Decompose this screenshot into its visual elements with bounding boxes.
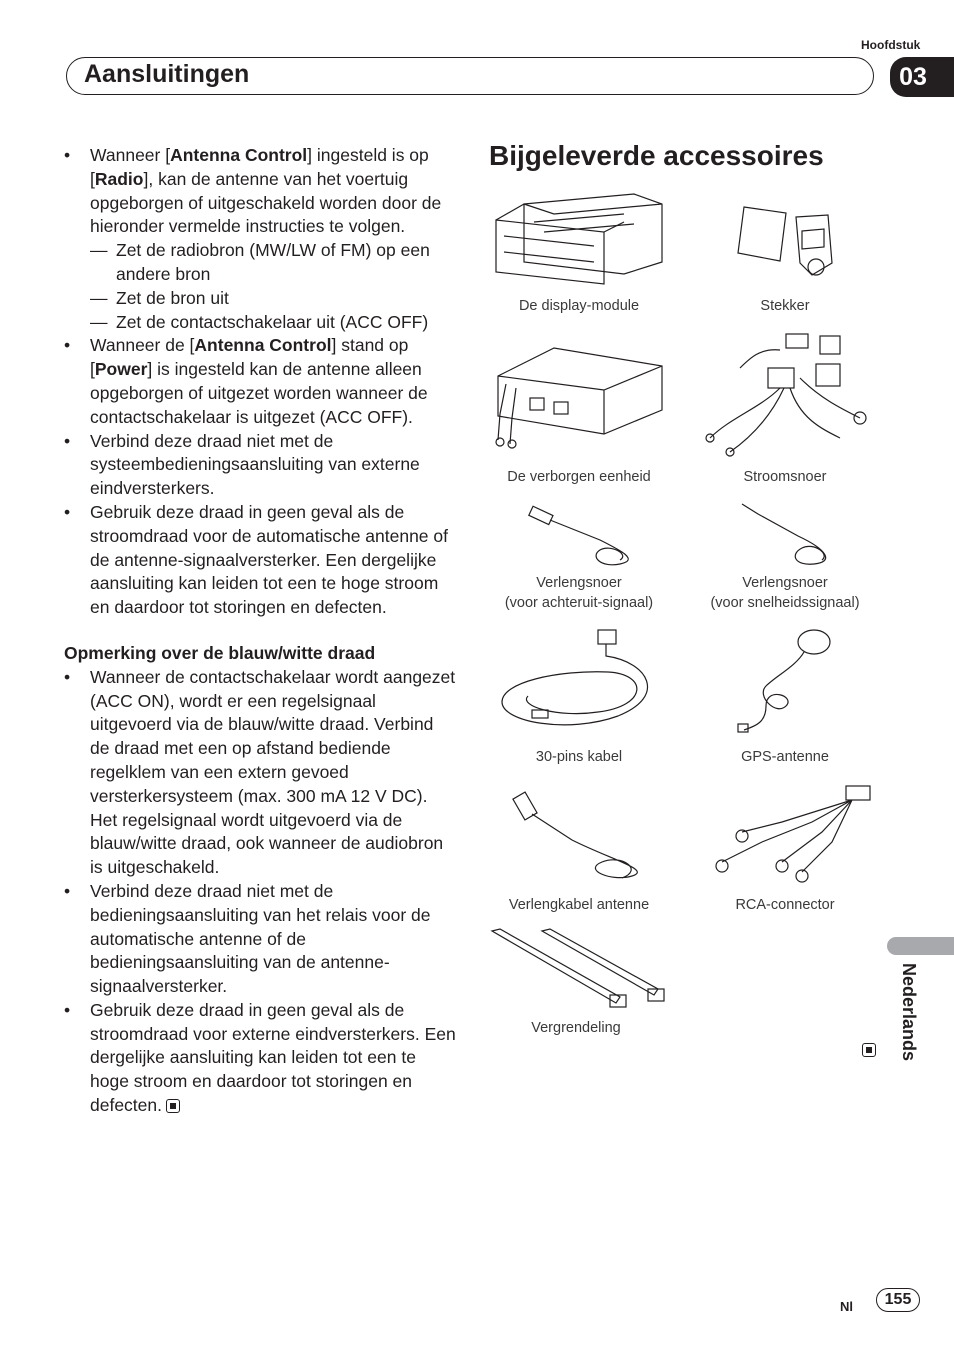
bullet-system-control: • Verbind deze draad niet met de systeembedieningsaansluiting van externe eindversterkers. (64, 430, 456, 501)
rca-connector-illustration (702, 782, 872, 886)
note-bullet-relay: • Verbind deze draad niet met de bedieningsaansluiting van het relais voor de automatische antenne of de bedieningsaansluiting van de antenne-signaalversterker. (64, 880, 456, 999)
caption-ext-speed-2: (voor snelheidssignaal) (710, 595, 860, 611)
language-code: Nl (840, 1299, 853, 1314)
text: Wanneer [ (90, 145, 171, 165)
power-term: Power (94, 359, 148, 380)
caption-gps-antenna: GPS-antenne (741, 749, 829, 765)
text: ], kan de antenne van het voertuig opgeborgen of uitgeschakeld worden door de hieronder vermelde instructies te volgen. (90, 168, 442, 237)
caption-rca-connector: RCA-connector (735, 897, 835, 913)
extension-cord-speed-illustration (738, 500, 832, 568)
chapter-label: Hoofdstuk (861, 38, 921, 52)
caption-ext-speed-1: Verlengsnoer (742, 575, 828, 591)
extension-cord-rear-illustration (520, 500, 640, 568)
hidden-unit-illustration (494, 344, 666, 448)
caption-display-module: De display-module (518, 298, 640, 314)
text: Gebruik deze draad in geen geval als de stroomdraad voor externe eindversterkers. Een dergelijke aansluiting kan leiden tot een te hoge stroom en daardoor tot storingen en defecten. (90, 999, 456, 1116)
display-module-illustration (494, 192, 664, 292)
text: ] stand op [ (90, 335, 409, 380)
page-number (876, 1288, 920, 1312)
radio-term: Radio (94, 168, 144, 189)
dash-text: Zet de radiobron (MW/LW of FM) op een andere bron (116, 240, 430, 284)
caption-lock: Vergrendeling (531, 1020, 621, 1036)
caption-ext-rear-2: (voor achteruit-signaal) (504, 595, 654, 611)
note-heading: Opmerking over de blauw/witte draad (64, 642, 376, 663)
antenna-control-term: Antenna Control (170, 145, 308, 165)
left-column (64, 144, 456, 1118)
caption-antenna-extension: Verlengkabel antenne (508, 897, 650, 913)
dash-glyph: — (90, 240, 108, 261)
caption-ext-rear-1: Verlengsnoer (536, 575, 622, 591)
dash-item (90, 287, 456, 311)
section-title: Aansluitingen (84, 60, 250, 88)
bullet-antenna-radio (64, 144, 456, 239)
caption-30-pin-cable: 30-pins kabel (535, 749, 623, 765)
note-bullet-acc-on: • Wanneer de contactschakelaar wordt aangezet (ACC ON), wordt er een regelsignaal uitgevoerd via de blauw/witte draad. Verbind de draad met een op afstand bediende regelklem van een extern gevoed versterkersysteem (max. 300 mA 12 V DC). Het regelsignaal wordt uitgevoerd via de blauw/witte draad, ook wanneer de audiobron is uitgeschakeld. (64, 666, 456, 880)
accessories-heading: Bijgeleverde accessoires (489, 140, 824, 171)
bullet-antenna-power (64, 334, 456, 429)
note-bullet-amplifier (64, 999, 456, 1118)
30-pin-cable-illustration (498, 626, 660, 736)
language-label: Nederlands (899, 963, 919, 1062)
gps-antenna-illustration (736, 626, 836, 736)
lock-illustration (490, 927, 666, 1015)
text: ] ingesteld is op [ (90, 145, 429, 189)
bullet-power-wire: • Gebruik deze draad in geen geval als de stroomdraad voor de automatische antenne of de antenne-signaalversterker. Een dergelijke aansluiting kan leiden tot een te hoge stroom en daardoor tot storingen en defecten. (64, 501, 456, 620)
caption-plug: Stekker (760, 298, 810, 314)
dash-item (90, 239, 456, 287)
chapter-number-badge (890, 57, 954, 97)
page-number-text: 155 (884, 1291, 912, 1308)
text: ] is ingesteld kan de antenne alleen opgeborgen of uitgezet worden wanneer de contactschakelaar is uitgezet (ACC OFF). (90, 359, 428, 427)
dash-item (90, 311, 456, 335)
caption-hidden-unit: De verborgen eenheid (507, 469, 651, 485)
caption-power-cord: Stroomsnoer (743, 469, 827, 485)
plug-illustration (736, 203, 836, 281)
text: Wanneer de [ (90, 335, 195, 356)
end-mark-icon (862, 1043, 876, 1057)
dash-glyph: — (90, 287, 108, 308)
end-mark-icon (166, 1099, 180, 1113)
language-tab (887, 937, 954, 955)
dash-text: Zet de contactschakelaar uit (ACC OFF) (116, 311, 429, 332)
antenna-extension-illustration (512, 790, 648, 882)
dash-text: Zet de bron uit (116, 287, 229, 308)
power-cord-illustration (700, 328, 872, 458)
dash-glyph: — (90, 311, 108, 332)
chapter-number: 03 (899, 62, 927, 91)
antenna-control-term: Antenna Control (194, 335, 332, 356)
